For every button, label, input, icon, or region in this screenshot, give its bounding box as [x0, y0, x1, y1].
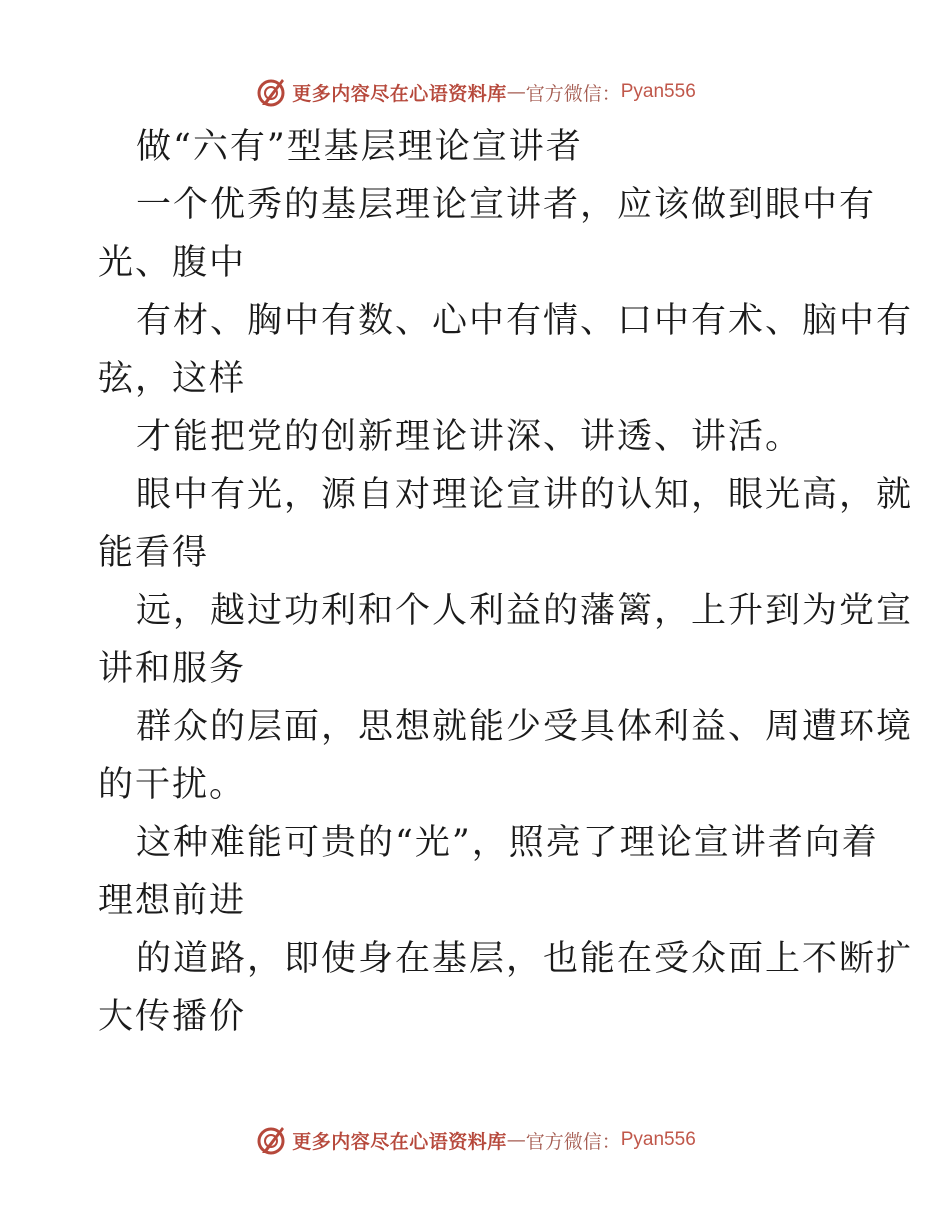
quill-pen-logo-icon	[254, 1123, 288, 1157]
paragraph-line-6: 眼中有光，源自对理论宣讲的认知，眼光高，就	[136, 475, 914, 515]
footer-banner	[0, 1120, 950, 1160]
paragraph-line-12: 这种难能可贵的“光”，照亮了理论宣讲者向着	[136, 823, 879, 863]
paragraph-line-3: 有材、胸中有数、心中有情、口中有术、脑中有	[136, 301, 914, 341]
quill-pen-logo-icon	[254, 75, 288, 109]
document-title: 做“六有”型基层理论宣讲者	[136, 127, 583, 167]
header-banner	[0, 72, 950, 112]
paragraph-line-5: 才能把党的创新理论讲深、讲透、讲活。	[136, 417, 803, 457]
paragraph-line-9: 讲和服务	[98, 649, 247, 689]
footer-wechat-id: Pyan556	[620, 1129, 696, 1150]
header-separator: —	[506, 81, 526, 103]
header-brand-text: 更多内容尽在心语资料库	[292, 82, 507, 105]
footer-wechat-label: 官方微信：	[525, 1130, 621, 1153]
paragraph-line-2: 光、腹中	[98, 243, 247, 283]
footer-separator: —	[506, 1129, 526, 1151]
paragraph-line-8: 远，越过功利和个人利益的藩篱，上升到为党宣	[136, 591, 914, 631]
header-wechat-label: 官方微信：	[525, 82, 621, 105]
document-body	[98, 118, 914, 1046]
paragraph-line-10: 群众的层面，思想就能少受具体利益、周遭环境	[136, 707, 914, 747]
paragraph-line-14: 的道路，即使身在基层，也能在受众面上不断扩	[136, 939, 914, 979]
footer-brand-text: 更多内容尽在心语资料库	[292, 1130, 507, 1153]
paragraph-line-15: 大传播价	[98, 997, 247, 1037]
paragraph-line-7: 能看得	[98, 533, 210, 573]
paragraph-line-4: 弦，这样	[98, 359, 247, 399]
header-wechat-id: Pyan556	[620, 81, 696, 102]
paragraph-line-11: 的干扰。	[98, 765, 247, 805]
paragraph-line-13: 理想前进	[98, 881, 247, 921]
paragraph-line-1: 一个优秀的基层理论宣讲者，应该做到眼中有	[136, 185, 877, 225]
